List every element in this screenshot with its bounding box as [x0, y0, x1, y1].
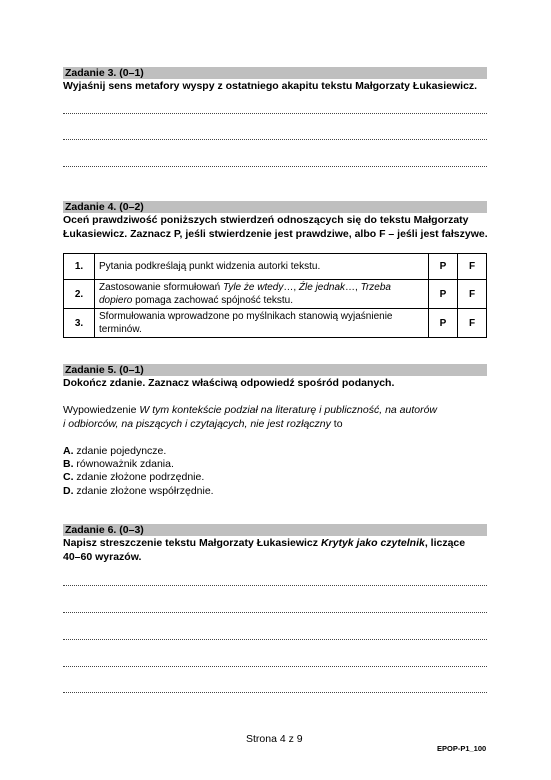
task6-instruction-line2: 40–60 wyrazów.	[63, 551, 142, 563]
statement-italic: dopiero	[99, 295, 133, 306]
task4-header: Zadanie 4. (0–2)	[63, 201, 487, 213]
task3-header: Zadanie 3. (0–1)	[63, 67, 487, 79]
statement-part: Sformułowania wprowadzone po myślnikach stanowią wyjaśnienie	[99, 311, 393, 322]
answer-line[interactable]	[63, 692, 487, 693]
true-option[interactable]: P	[429, 280, 458, 309]
instruction-text: , liczące	[424, 537, 466, 549]
answer-line[interactable]	[63, 612, 487, 613]
option-letter: A.	[63, 445, 74, 457]
option-text: zdanie złożone współrzędnie.	[73, 485, 214, 497]
stem-italic: i odbiorców, na piszących i czytających, nie jest rozłączny	[63, 418, 331, 430]
answer-line[interactable]	[63, 639, 487, 640]
statement-text: Pytania podkreślają punkt widzenia autorki tekstu.	[95, 254, 429, 280]
task6-instruction-line1	[63, 536, 465, 550]
answer-option-d[interactable]	[63, 484, 214, 498]
instruction-text: Napisz streszczenie tekstu Małgorzaty Łukasiewicz	[63, 537, 321, 549]
statement-part: terminów.	[99, 324, 142, 335]
answer-option-b[interactable]	[63, 457, 174, 471]
answer-line[interactable]	[63, 666, 487, 667]
stem-text: Wypowiedzenie	[63, 404, 140, 416]
task4-instruction-line2: Łukasiewicz. Zaznacz P, jeśli stwierdzenie jest prawdziwe, albo F – jeśli jest fałszywe.	[63, 228, 488, 240]
task5-stem-line2	[63, 417, 343, 431]
statement-italic: Trzeba	[360, 282, 391, 293]
table-row	[64, 254, 487, 280]
option-text: zdanie złożone podrzędnie.	[73, 471, 205, 483]
document-code: EPOP-P1_100	[437, 744, 487, 753]
option-letter: C.	[63, 471, 74, 483]
false-option[interactable]: F	[458, 254, 487, 280]
answer-line[interactable]	[63, 113, 487, 114]
false-option[interactable]: F	[458, 280, 487, 309]
statement-text	[95, 309, 429, 338]
task5-instruction: Dokończ zdanie. Zaznacz właściwą odpowiedź spośród podanych.	[63, 377, 395, 389]
statement-part: Zastosowanie sformułowań	[99, 282, 223, 293]
true-false-table	[63, 253, 487, 338]
table-row	[64, 280, 487, 309]
answer-line[interactable]	[63, 139, 487, 140]
row-number: 3.	[64, 309, 95, 338]
answer-line[interactable]	[63, 585, 487, 586]
false-option[interactable]: F	[458, 309, 487, 338]
statement-text	[95, 280, 429, 309]
task5-header: Zadanie 5. (0–1)	[63, 364, 487, 376]
statement-italic: Tyle że wtedy	[222, 282, 284, 293]
task6-header: Zadanie 6. (0–3)	[63, 524, 487, 536]
statement-part: pomaga zachować spójność tekstu.	[132, 295, 294, 306]
statement-part: …,	[345, 282, 361, 293]
option-text: równoważnik zdania.	[73, 458, 174, 470]
page-number: Strona 4 z 9	[246, 733, 303, 745]
row-number: 2.	[64, 280, 95, 309]
true-option[interactable]: P	[429, 254, 458, 280]
true-option[interactable]: P	[429, 309, 458, 338]
option-text: zdanie pojedyncze.	[73, 445, 167, 457]
task3-instruction: Wyjaśnij sens metafory wyspy z ostatniego akapitu tekstu Małgorzaty Łukasiewicz.	[63, 80, 478, 92]
task5-stem-line1	[63, 403, 437, 417]
table-row	[64, 309, 487, 338]
option-letter: B.	[63, 458, 74, 470]
stem-italic: W tym kontekście podział na literaturę i publiczność, na autorów	[139, 404, 438, 416]
instruction-italic: Krytyk jako czytelnik	[320, 537, 425, 549]
statement-italic: Źle jednak	[298, 282, 346, 293]
option-letter: D.	[63, 485, 74, 497]
stem-text: to	[330, 418, 343, 430]
statement-part: …,	[283, 282, 299, 293]
task4-instruction-line1: Oceń prawdziwość poniższych stwierdzeń odnoszących się do tekstu Małgorzaty	[63, 214, 469, 226]
answer-option-a[interactable]	[63, 444, 166, 458]
answer-option-c[interactable]	[63, 470, 204, 484]
answer-line[interactable]	[63, 166, 487, 167]
row-number: 1.	[64, 254, 95, 280]
